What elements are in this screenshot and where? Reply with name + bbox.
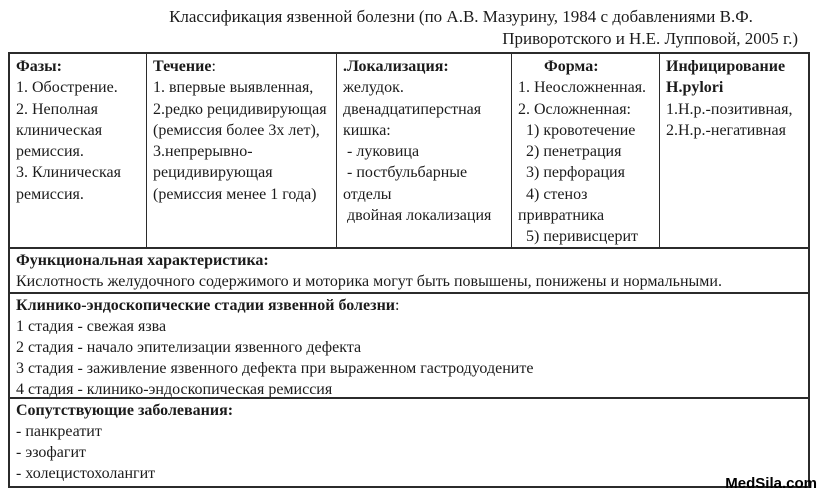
text-line: Кислотность желудочного содержимого и моторика могут быть повышены, понижены и нормальными. [16,273,722,290]
text-line: - холецистохолангит [16,465,156,482]
text-line: 1. Неосложненная. [518,79,647,97]
text-line: 4 стадия - клинико-эндоскопическая ремиссия [16,381,333,397]
table-header-row [10,54,808,247]
text-line: ремиссия. [16,143,84,161]
cell-phases-title [16,56,142,77]
cell-localization [337,54,512,247]
text-line: 4) стеноз [518,185,588,203]
row-functional-lines [16,271,800,292]
cell-hpylori-title-line2: H.pylori [666,79,724,97]
text-line: отделы [343,185,392,203]
text-line: желудок. [343,79,404,97]
cell-localization-lines [343,77,507,226]
cell-course [147,54,337,247]
text-line: 3. Клиническая [16,164,121,182]
cell-phases-lines [16,77,142,205]
text-line: 3.непрерывно- [153,143,253,161]
text-line: клиническая [16,121,103,139]
row-stages-title: Клинико-эндоскопические стадии язвенной болезни: [16,297,400,314]
text-line: - панкреатит [16,423,102,440]
text-line: 1. впервые выявленная, [153,79,314,97]
cell-hpylori [660,54,808,247]
text-line: 3 стадия - заживление язвенного дефекта при выраженном гастродуодените [16,360,534,377]
cell-form-lines [518,77,655,247]
row-stages-lines [16,316,800,397]
watermark-text: MedSila.com [725,475,817,492]
text-line: 2 стадия - начало эпителизации язвенного дефекта [16,339,362,356]
cell-localization-title-text: .Локализация: [343,58,449,75]
cell-hpylori-title-line1: Инфицирование [666,58,786,75]
cell-course-title-text: Течение [153,58,212,75]
cell-form [512,54,660,247]
cell-course-lines [153,77,332,205]
row-endoscopic-stages [10,292,808,397]
cell-course-title: Течение: [153,58,216,75]
cell-phases-title-text: Фазы: [16,58,62,75]
row-functional-title: Функциональная характеристика: [16,252,269,269]
text-line: 1. Обострение. [16,79,118,97]
text-line: 2.Н.р.-негативная [666,121,786,139]
row-comorbid-lines [16,421,800,484]
text-line: - луковица [343,143,420,161]
row-comorbid-title: Сопутствующие заболевания: [16,402,234,419]
text-line: - постбульбарные [343,164,468,182]
row-functional-characteristic [10,247,808,292]
text-line: рецидивирующая [153,164,273,182]
text-line: 5) перивисцерит [518,228,638,246]
text-line: кишка: [343,121,391,139]
classification-table [8,52,810,488]
page-title-line2: Приворотского и Н.Е. Лупповой, 2005 г.) [502,29,798,48]
text-line: 1 стадия - свежая язва [16,318,167,335]
text-line: двойная локализация [343,207,492,225]
cell-form-title [518,56,655,77]
text-line: 1.Н.р.-позитивная, [666,100,793,118]
text-line: двенадцатиперстная [343,100,482,118]
text-line: 2. Неполная [16,100,99,118]
row-comorbid-diseases [10,397,808,486]
text-line: - эзофагит [16,444,87,461]
cell-localization-title [343,56,507,77]
cell-form-title-text: Форма: [544,58,599,75]
text-line: (ремиссия менее 1 года) [153,185,317,203]
text-line: 1) кровотечение [518,121,636,139]
page-title [0,6,812,50]
text-line: 2.редко рецидивирующая [153,100,327,118]
text-line: 2. Осложненная: [518,100,631,118]
text-line: привратника [518,207,605,225]
cell-hpylori-lines [666,99,804,142]
page-title-line1: Классификация язвенной болезни (по А.В. Мазурину, 1984 с добавлениями В.Ф. [169,7,753,26]
cell-phases [10,54,147,247]
text-line: 2) пенетрация [518,143,622,161]
text-line: ремиссия. [16,185,84,203]
text-line: 3) перфорация [518,164,625,182]
text-line: (ремиссия более 3х лет), [153,121,320,139]
